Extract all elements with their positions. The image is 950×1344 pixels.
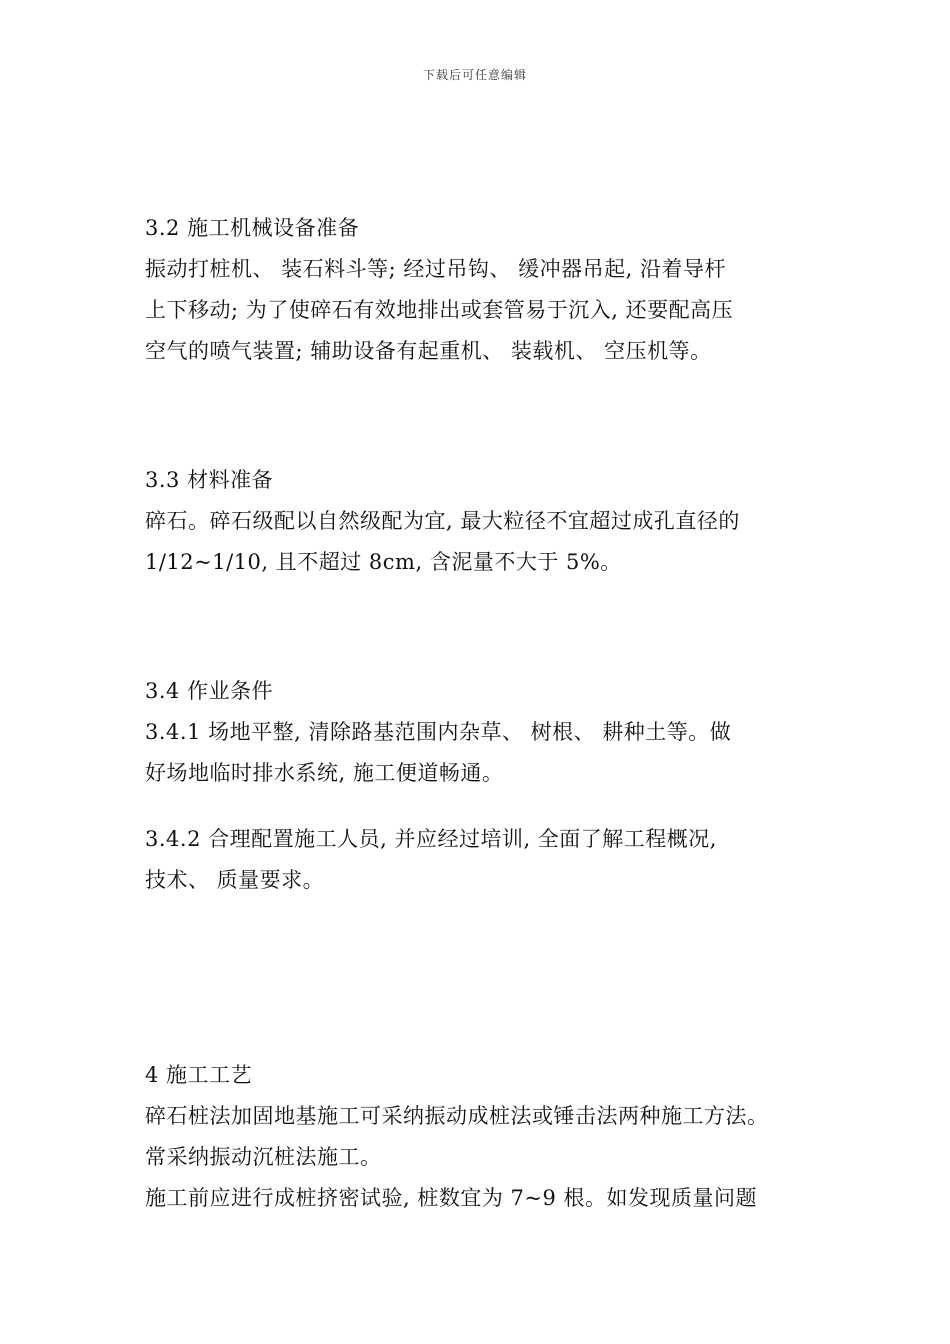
paragraph-line: 振动打桩机、 装石料斗等; 经过吊钩、 缓冲器吊起, 沿着导杆 [145, 257, 726, 281]
section-heading-3-4: 3.4 作业条件 [145, 679, 274, 703]
paragraph-line: 上下移动; 为了使碎石有效地排出或套管易于沉入, 还要配高压 [145, 298, 734, 322]
section-heading-3-3: 3.3 材料准备 [145, 468, 274, 492]
paragraph-line: 空气的喷气装置; 辅助设备有起重机、 装载机、 空压机等。 [145, 339, 712, 363]
paragraph-line: 好场地临时排水系统, 施工便道畅通。 [145, 761, 504, 785]
paragraph-line: 常采纳振动沉桩法施工。 [145, 1145, 382, 1169]
paragraph-line: 碎石。碎石级配以自然级配为宜, 最大粒径不宜超过成孔直径的 [145, 509, 740, 533]
paragraph-line: 1/12~1/10, 且不超过 8cm, 含泥量不大于 5%。 [145, 550, 622, 574]
paragraph-line: 3.4.1 场地平整, 清除路基范围内杂草、 树根、 耕种土等。做 [145, 720, 732, 744]
header-note: 下载后可任意编辑 [422, 68, 527, 82]
paragraph-line: 技术、 质量要求。 [145, 868, 325, 892]
section-heading-4: 4 施工工艺 [145, 1063, 253, 1087]
paragraph-line: 施工前应进行成桩挤密试验, 桩数宜为 7~9 根。如发现质量问题 [145, 1186, 758, 1210]
paragraph-line: 3.4.2 合理配置施工人员, 并应经过培训, 全面了解工程概况, [145, 827, 717, 851]
paragraph-line: 碎石桩法加固地基施工可采纳振动成桩法或锤击法两种施工方法。 [145, 1104, 769, 1128]
section-heading-3-2: 3.2 施工机械设备准备 [145, 216, 360, 240]
